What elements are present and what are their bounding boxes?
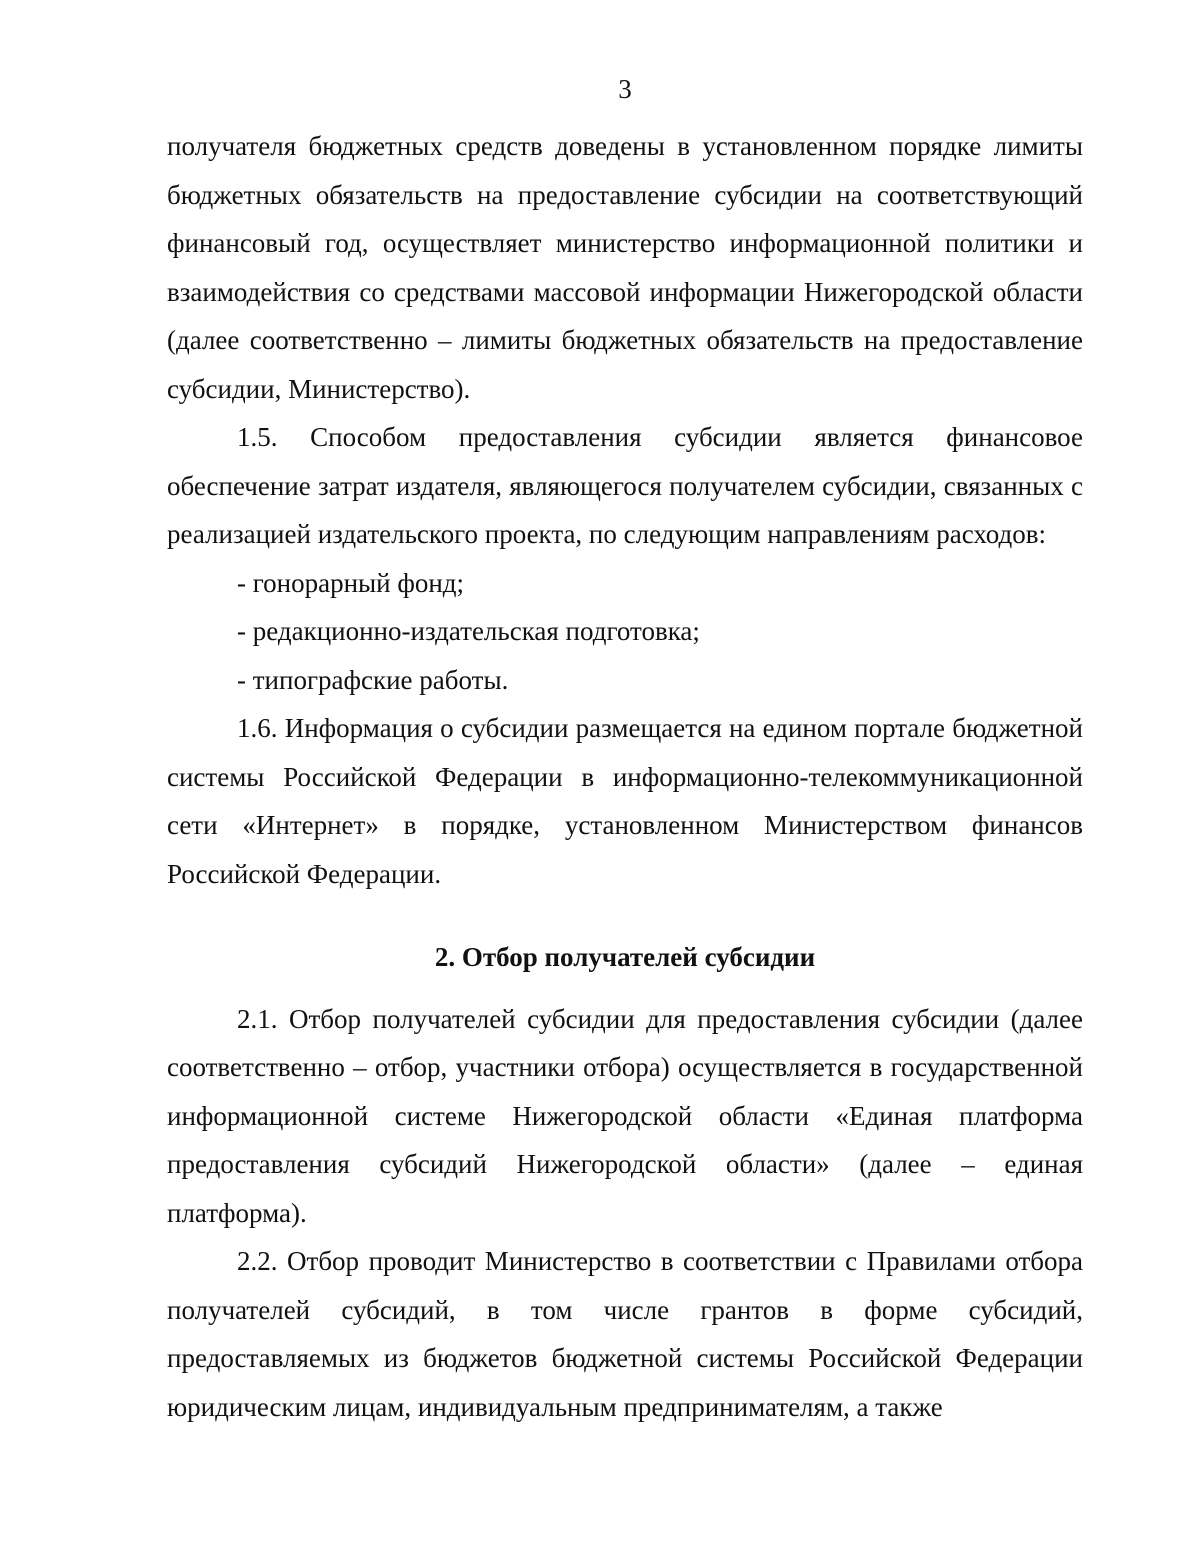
paragraph-2-1: 2.1. Отбор получателей субсидии для предоставления субсидии (далее соответственно – отбор, участники отбора) осуществляется в государственной информационной системе Нижегородской области «Единая платформа предоставления субсидий Нижегородской области» (далее – единая платформа).	[167, 1003, 1083, 1228]
paragraph-1-5: 1.5. Способом предоставления субсидии является финансовое обеспечение затрат издателя, являющегося получателем субсидии, связанных с реализацией издательского проекта, по следующим направлениям расходов:	[167, 422, 1083, 549]
list-item: - редакционно-издательская подготовка;	[237, 616, 700, 646]
list-item: - гонорарный фонд;	[237, 567, 465, 598]
list-item: - типографские работы.	[237, 664, 509, 695]
document-body	[167, 122, 1083, 1431]
section-heading: 2. Отбор получателей субсидии	[434, 942, 816, 972]
paragraph-continuation: получателя бюджетных средств доведены в установленном порядке лимиты бюджетных обязательств на предоставление субсидии на соответствующий финансовый год, осуществляет министерство информационной политики и взаимодействия со средствами массовой информации Нижегородской области (далее соответственно – лимиты бюджетных обязательств на предоставление субсидии, Министерство).	[167, 131, 1083, 404]
page-number: 3	[618, 74, 632, 104]
paragraph-2-2: 2.2. Отбор проводит Министерство в соответствии с Правилами отбора получателей субсидий, в том числе грантов в форме субсидий, предоставляемых из бюджетов бюджетной системы Российской Федерации юридическим лицам, индивидуальным предпринимателям, а также	[167, 1246, 1083, 1422]
paragraph-1-6: 1.6. Информация о субсидии размещается на едином портале бюджетной системы Российской Федерации в информационно-телекоммуникационной сети «Интернет» в порядке, установленном Министерством финансов Российской Федерации.	[167, 713, 1083, 889]
